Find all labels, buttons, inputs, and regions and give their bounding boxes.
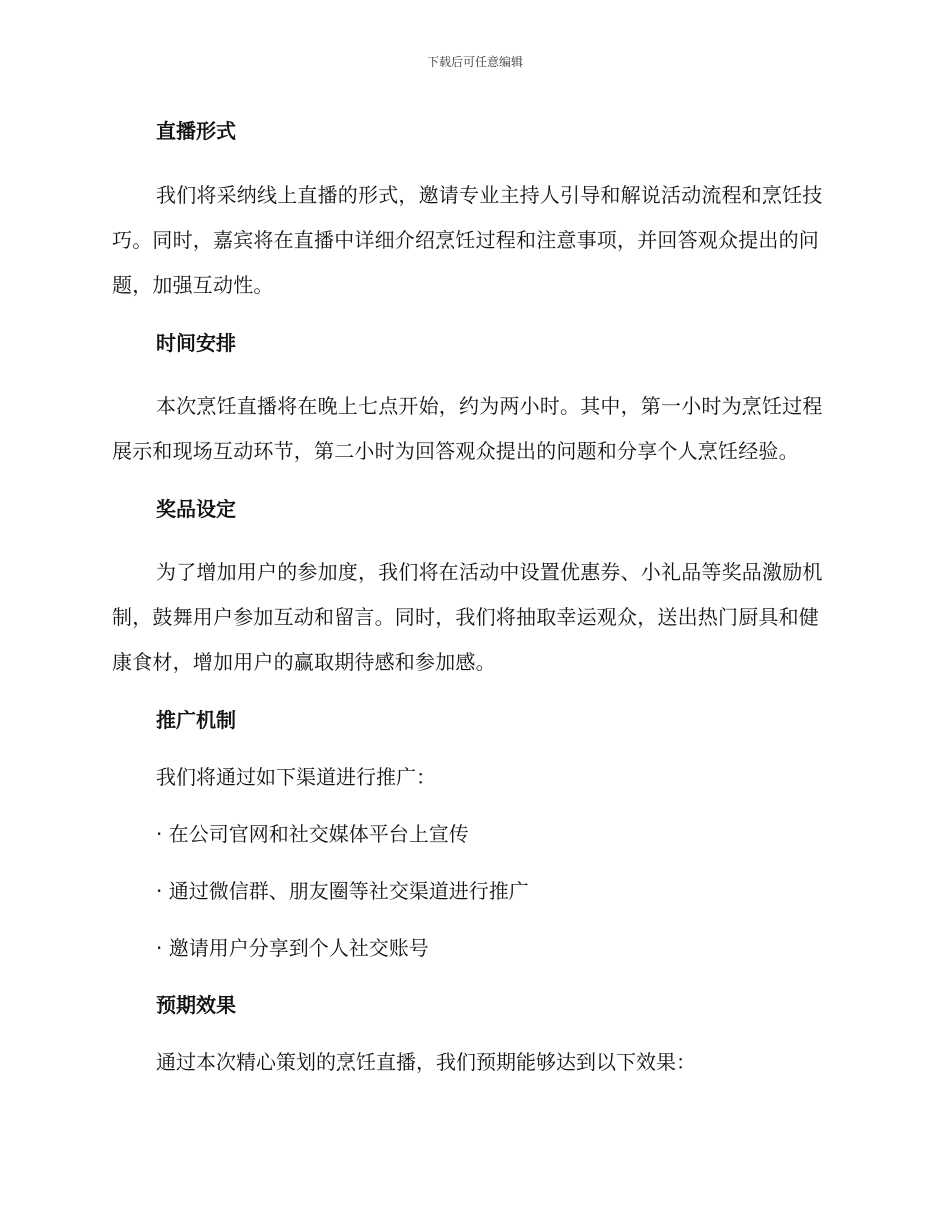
section-intro: 我们将通过如下渠道进行推广： [156, 765, 436, 789]
section-prizes [112, 494, 832, 685]
bullet-item: · 邀请用户分享到个人社交账号 [156, 936, 429, 960]
section-promotion [112, 705, 832, 963]
section-heading: 奖品设定 [156, 497, 236, 521]
section-paragraph: 我们将采纳线上直播的形式，邀请专业主持人引导和解说活动流程和烹饪技巧。同时，嘉宾将在直播中详细介绍烹饪过程和注意事项，并回答观众提出的问题，加强互动性。 [112, 183, 823, 297]
bullet-item: · 通过微信群、朋友圈等社交渠道进行推广 [156, 879, 529, 903]
section-live-format [112, 116, 832, 308]
section-expected-results [112, 990, 832, 1077]
section-heading: 预期效果 [156, 993, 236, 1017]
bullet-item: · 在公司官网和社交媒体平台上宣传 [156, 822, 469, 846]
section-intro: 通过本次精心策划的烹饪直播，我们预期能够达到以下效果： [156, 1050, 696, 1074]
document-body [112, 112, 832, 1077]
section-heading: 推广机制 [156, 708, 236, 732]
section-paragraph: 本次烹饪直播将在晚上七点开始，约为两小时。其中，第一小时为烹饪过程展示和现场互动环节，第二小时为回答观众提出的问题和分享个人烹饪经验。 [112, 394, 823, 463]
section-heading: 时间安排 [156, 331, 236, 355]
page-header-note: 下载后可任意编辑 [426, 55, 523, 69]
section-paragraph: 为了增加用户的参加度，我们将在活动中设置优惠券、小礼品等奖品激励机制，鼓舞用户参加互动和留言。同时，我们将抽取幸运观众，送出热门厨具和健康食材，增加用户的赢取期待感和参加感。 [112, 560, 823, 674]
section-schedule [112, 328, 832, 474]
section-heading: 直播形式 [156, 119, 236, 143]
